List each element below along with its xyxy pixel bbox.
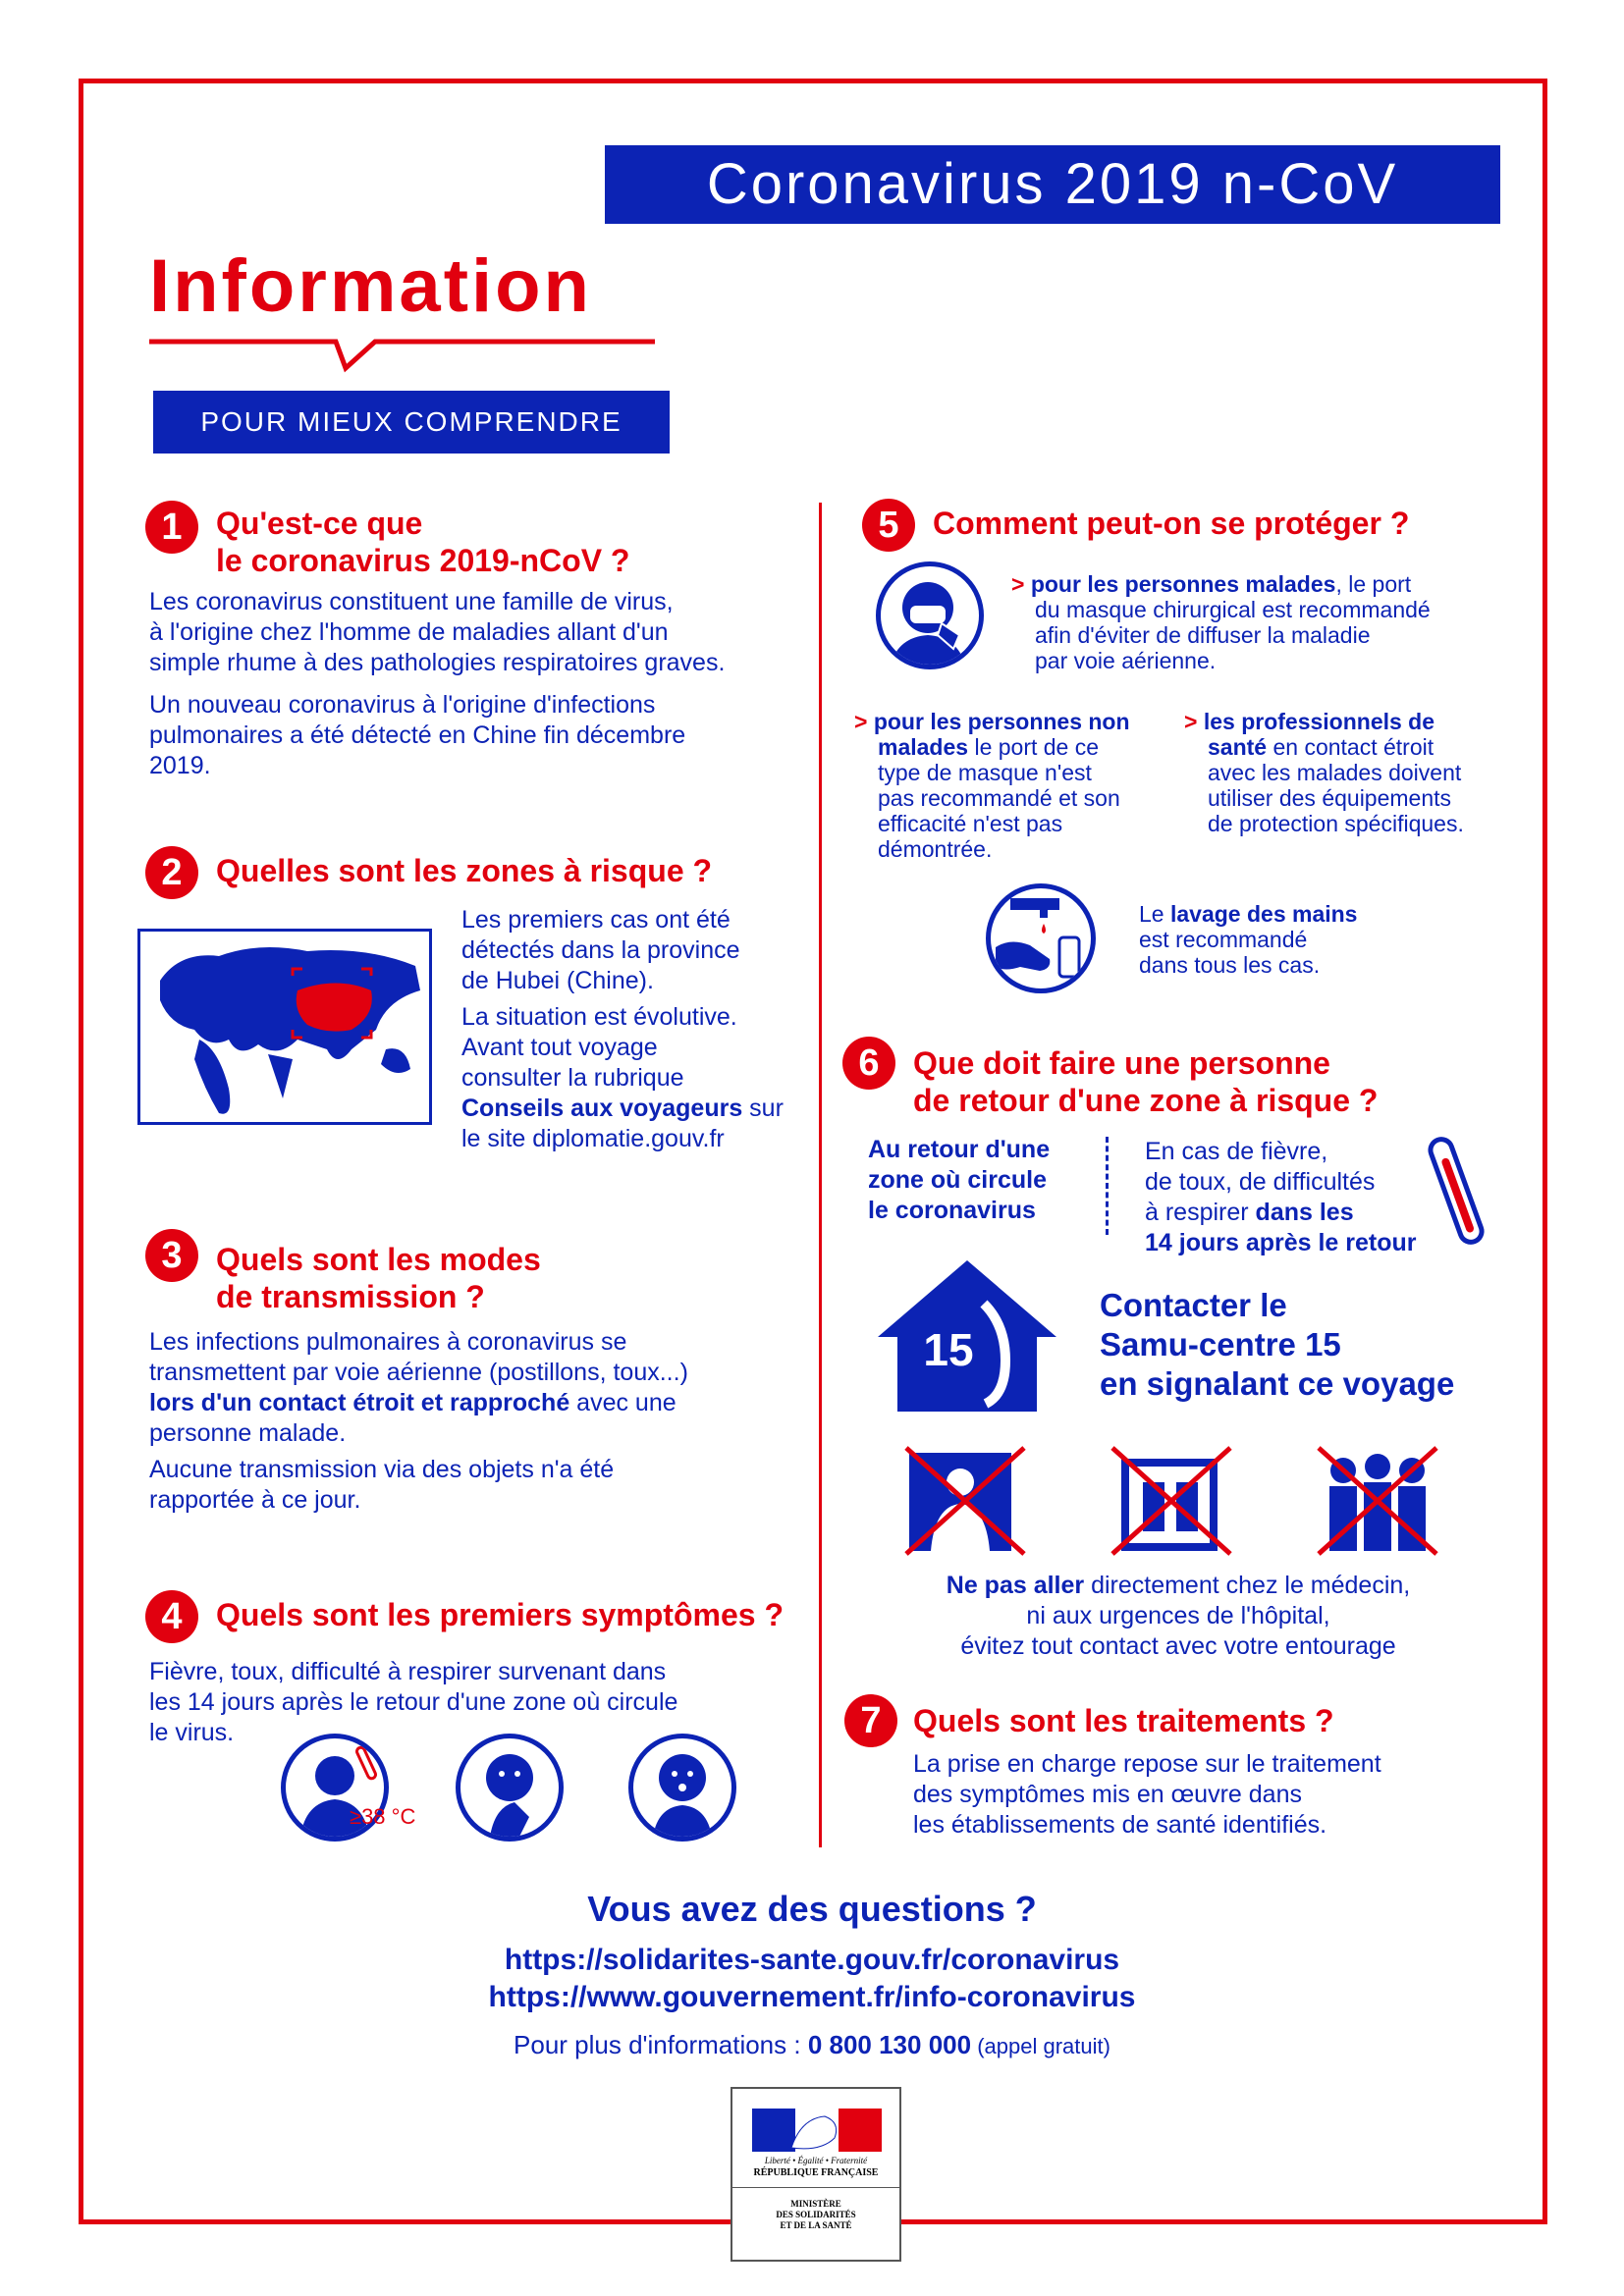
fever-symptoms-text: En cas de fièvre, de toux, de difficultés à respirer dans les 14 jours après le retour [1145, 1138, 1417, 1256]
protection-professionals: > les professionnels de santé en contact étroit avec les malades doivent utiliser des équipements de protection spécifiques. [1184, 709, 1464, 836]
section-3-title: Quels sont les modes de transmission ? [216, 1242, 541, 1314]
handwashing-icon [986, 883, 1096, 993]
no-contact-icon [1314, 1443, 1441, 1559]
questions-heading: Vous avez des questions ? [587, 1889, 1037, 1929]
do-not-go-warning: Ne pas aller directement chez le médecin, ni aux urgences de l'hôpital, évitez tout contact avec votre entourage [946, 1572, 1411, 1660]
speech-bubble-underline [149, 324, 660, 383]
marianne-flag-icon [752, 2109, 882, 2152]
section-4-number: 4 [145, 1590, 198, 1643]
subtitle-banner: POUR MIEUX COMPRENDRE [153, 391, 670, 454]
section-3-text: Les infections pulmonaires à coronavirus se transmettent par voie aérienne (postillons, toux...) lors d'un contact étroit et rapproché avec une personne malade. Aucune transmission via des objets n'a été rapportée à ce jour. [149, 1328, 688, 1514]
section-5-title: Comment peut-on se protéger ? [933, 506, 1410, 541]
no-hospital-icon [1108, 1443, 1235, 1559]
column-divider [819, 503, 822, 1847]
section-1-title: Qu'est-ce que le coronavirus 2019-nCoV ? [216, 506, 630, 578]
information-heading: Information [149, 244, 592, 328]
section-1-text: Les coronavirus constituent une famille de virus, à l'origine chez l'homme de maladies allant d'un simple rhume à des pathologies respiratoires graves. Un nouveau coronavirus à l'origine d'infections pulmonaires a été détecté en Chine fin décembre 2019. [149, 588, 726, 779]
protection-healthy-people: > pour les personnes non malades le port de ce type de masque n'est pas recommandé et son efficacité n'est pas démontrée. [854, 709, 1130, 862]
protection-sick-people: > pour les personnes malades, le port du masque chirurgical est recommandé afin d'éviter de diffuser la maladie par voie aérienne. [1011, 571, 1431, 673]
page-title: Coronavirus 2019 n-CoV [605, 145, 1500, 224]
mask-icon [876, 561, 984, 669]
world-map-icon [137, 929, 432, 1125]
ministry-name: MINISTÈRE DES SOLIDARITÉS ET DE LA SANTÉ [776, 2199, 856, 2230]
breathing-difficulty-icon [628, 1734, 736, 1842]
fever-temperature: ≥38 °C [350, 1804, 416, 1829]
section-4-text: Fièvre, toux, difficulté à respirer survenant dans les 14 jours après le retour d'une zone où circule le virus. [149, 1658, 678, 1746]
section-7-text: La prise en charge repose sur le traitement des symptômes mis en œuvre dans les établissements de santé identifiés. [913, 1750, 1381, 1839]
section-3-number: 3 [145, 1229, 198, 1282]
section-2-number: 2 [145, 846, 198, 899]
republique-francaise-logo: Liberté • Égalité • Fraternité RÉPUBLIQUE FRANÇAISE MINISTÈRE DES SOLIDARITÉS ET DE LA SANTÉ [731, 2087, 901, 2262]
link-solidarites-sante[interactable]: https://solidarites-sante.gouv.fr/coronavirus [504, 1944, 1120, 1976]
section-2-text: Les premiers cas ont été détectés dans la province de Hubei (Chine). La situation est évolutive. Avant tout voyage consulter la rubrique Conseils aux voyageurs sur le site diplomatie.gouv.fr [461, 906, 784, 1152]
return-from-zone-text: Au retour d'une zone où circule le coronavirus [868, 1136, 1051, 1224]
phone-info: Pour plus d'informations : 0 800 130 000 (appel gratuit) [514, 2030, 1110, 2059]
handwashing-text: Le lavage des mains est recommandé dans tous les cas. [1139, 901, 1358, 978]
section-6-number: 6 [842, 1037, 895, 1090]
section-6-title: Que doit faire une personne de retour d'une zone à risque ? [913, 1045, 1379, 1118]
contact-samu-text: Contacter le Samu-centre 15 en signalant ce voyage [1100, 1287, 1455, 1402]
no-doctor-icon [901, 1443, 1029, 1559]
section-7-number: 7 [844, 1694, 897, 1747]
link-gouvernement[interactable]: https://www.gouvernement.fr/info-coronavirus [488, 1981, 1136, 2013]
cough-icon [456, 1734, 564, 1842]
samu-number: 15 [923, 1324, 974, 1375]
dashed-separator [1106, 1137, 1109, 1235]
section-1-number: 1 [145, 501, 198, 554]
thermometer-icon [1424, 1127, 1492, 1255]
section-7-title: Quels sont les traitements ? [913, 1703, 1334, 1738]
section-2-title: Quelles sont les zones à risque ? [216, 853, 713, 888]
section-4-title: Quels sont les premiers symptômes ? [216, 1597, 784, 1632]
section-5-number: 5 [862, 499, 915, 552]
